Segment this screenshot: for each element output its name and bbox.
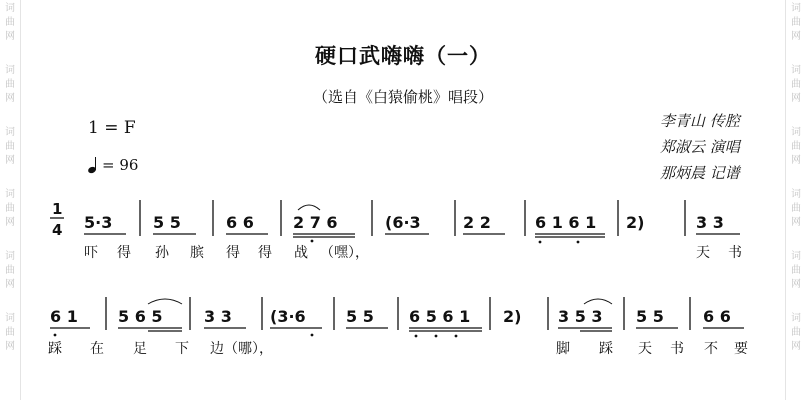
note-group: 2 7 6 bbox=[293, 213, 338, 232]
watermark-char: 网 bbox=[5, 31, 15, 42]
lyric-row2: 不 bbox=[704, 341, 718, 357]
lyric-row1: （嘿）， bbox=[320, 245, 369, 261]
watermark-char: 词 bbox=[5, 189, 15, 200]
lyric-row1: 得 bbox=[258, 245, 272, 261]
credit-notation: 那炳晨 记谱 bbox=[660, 164, 740, 182]
note-group: 3 3 bbox=[696, 213, 724, 232]
watermark-char: 曲 bbox=[791, 17, 801, 28]
watermark-char: 网 bbox=[791, 217, 801, 228]
note-group: 6 1 6 1 bbox=[535, 213, 597, 232]
note-group: 5·3 bbox=[84, 213, 113, 232]
watermark-char: 词 bbox=[791, 189, 801, 200]
watermark-char: 曲 bbox=[791, 141, 801, 152]
lyric-row1: 天 bbox=[696, 245, 710, 261]
lyric-row2: 下 bbox=[175, 341, 189, 357]
watermark-char: 网 bbox=[5, 341, 15, 352]
watermark-char: 词 bbox=[5, 65, 15, 76]
tempo-value: = 96 bbox=[102, 156, 139, 174]
credit-composer: 李青山 传腔 bbox=[660, 112, 740, 130]
watermark-char: 网 bbox=[791, 279, 801, 290]
watermark-char: 曲 bbox=[791, 327, 801, 338]
note-group: 5 5 bbox=[636, 307, 664, 326]
note-group: 6 6 bbox=[226, 213, 254, 232]
key-signature: 1 = F bbox=[88, 118, 136, 138]
watermark-char: 词 bbox=[791, 127, 801, 138]
watermark-char: 网 bbox=[791, 93, 801, 104]
lyric-row2: 足 bbox=[133, 341, 147, 357]
watermark-char: 网 bbox=[5, 155, 15, 166]
lyric-row1: 得 bbox=[117, 245, 131, 261]
note-group: (3·6 bbox=[270, 307, 306, 326]
watermark-char: 词 bbox=[791, 251, 801, 262]
note-group: 3 3 bbox=[204, 307, 232, 326]
note-group: 2) bbox=[626, 213, 645, 232]
watermark-char: 网 bbox=[791, 31, 801, 42]
note-group: (6·3 bbox=[385, 213, 421, 232]
note-group: 2) bbox=[503, 307, 522, 326]
slur bbox=[298, 205, 320, 210]
note-group: 3 5 3 bbox=[558, 307, 603, 326]
song-subtitle: （选自《白猿偷桃》唱段） bbox=[312, 88, 493, 106]
note-group: 5 5 bbox=[153, 213, 181, 232]
octave-dot bbox=[577, 241, 580, 244]
note-group: 6 5 6 1 bbox=[409, 307, 471, 326]
watermark-char: 词 bbox=[5, 313, 15, 324]
watermark-char: 曲 bbox=[5, 327, 15, 338]
lyric-row2: 踩 bbox=[599, 341, 613, 357]
note-group: 5 6 5 bbox=[118, 307, 163, 326]
octave-dot bbox=[539, 241, 542, 244]
watermark-char: 曲 bbox=[791, 203, 801, 214]
watermark-char: 网 bbox=[791, 155, 801, 166]
lyric-row2: 天 bbox=[638, 341, 652, 357]
watermark-char: 曲 bbox=[791, 79, 801, 90]
lyric-row2: 边（哪）， bbox=[210, 341, 273, 357]
watermark-char: 词 bbox=[5, 251, 15, 262]
watermark-char: 网 bbox=[5, 93, 15, 104]
watermark-char: 词 bbox=[791, 313, 801, 324]
octave-dot bbox=[455, 335, 458, 338]
lyric-row2: 脚 bbox=[556, 341, 570, 357]
watermark-char: 网 bbox=[5, 279, 15, 290]
octave-dot bbox=[311, 240, 314, 243]
note-group: 5 5 bbox=[346, 307, 374, 326]
watermark-char: 曲 bbox=[5, 265, 15, 276]
song-title: 硬口武嗨嗨（一） bbox=[315, 44, 491, 68]
lyric-row1: 吓 bbox=[84, 245, 98, 261]
slur bbox=[148, 299, 182, 304]
watermark-char: 词 bbox=[791, 3, 801, 14]
watermark-char: 曲 bbox=[5, 79, 15, 90]
octave-dot bbox=[311, 334, 314, 337]
note-group: 2 2 bbox=[463, 213, 491, 232]
note-group: 6 1 bbox=[50, 307, 78, 326]
watermark-char: 曲 bbox=[791, 265, 801, 276]
lyric-row2: 在 bbox=[90, 341, 104, 357]
lyric-row1: 书 bbox=[728, 245, 742, 261]
watermark-char: 网 bbox=[5, 217, 15, 228]
octave-dot bbox=[54, 334, 57, 337]
lyric-row2: 书 bbox=[670, 341, 684, 357]
octave-dot bbox=[415, 335, 418, 338]
watermark-char: 词 bbox=[5, 127, 15, 138]
watermark-char: 词 bbox=[5, 3, 15, 14]
credit-singer: 郑淑云 演唱 bbox=[660, 138, 740, 156]
octave-dot bbox=[435, 335, 438, 338]
time-signature-top: 1 bbox=[52, 200, 63, 218]
watermark-char: 曲 bbox=[5, 203, 15, 214]
watermark-char: 曲 bbox=[5, 141, 15, 152]
watermark-char: 词 bbox=[791, 65, 801, 76]
watermark-char: 曲 bbox=[5, 17, 15, 28]
lyric-row1: 得 bbox=[226, 245, 240, 261]
lyric-row1: 孙 bbox=[155, 245, 169, 261]
lyric-row1: 膑 bbox=[190, 245, 204, 261]
note-group: 6 6 bbox=[703, 307, 731, 326]
lyric-row2: 踩 bbox=[48, 341, 62, 357]
lyric-row2: 要 bbox=[734, 341, 748, 357]
slur bbox=[584, 299, 612, 304]
watermark-char: 网 bbox=[791, 341, 801, 352]
lyric-row1: 战 bbox=[294, 245, 308, 261]
time-signature-bottom: 4 bbox=[52, 221, 63, 239]
